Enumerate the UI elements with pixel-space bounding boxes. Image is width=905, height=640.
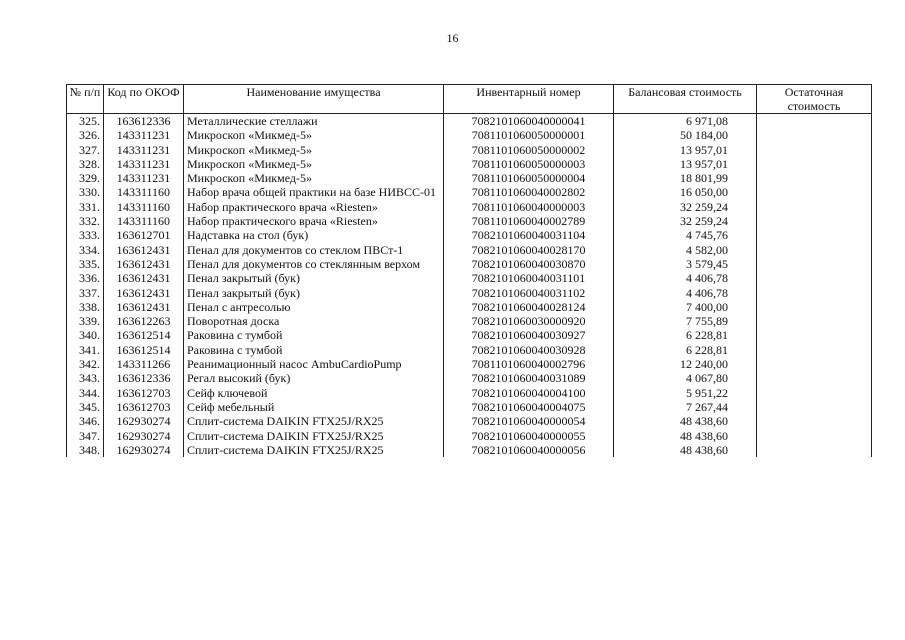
header-okof: Код по ОКОФ <box>104 85 184 114</box>
row-inventory-number: 7081101060040000003 <box>444 200 614 214</box>
row-inventory-number: 7081101060040002802 <box>444 185 614 199</box>
row-name: Микроскоп «Микмед-5» <box>184 157 444 171</box>
row-residual-value <box>757 328 872 342</box>
table-header <box>67 85 872 114</box>
row-name: Раковина с тумбой <box>184 343 444 357</box>
row-balance-value: 4 067,80 <box>614 371 757 385</box>
row-inventory-number: 7081101060050000001 <box>444 128 614 142</box>
row-name: Микроскоп «Микмед-5» <box>184 171 444 185</box>
row-residual-value <box>757 243 872 257</box>
table-row <box>67 443 872 457</box>
row-inventory-number: 7082101060040028124 <box>444 300 614 314</box>
row-balance-value: 3 579,45 <box>614 257 757 271</box>
header-inventory: Инвентарный номер <box>444 85 614 114</box>
row-name: Металлические стеллажи <box>184 114 444 129</box>
row-num: 340. <box>67 328 104 342</box>
row-num: 330. <box>67 185 104 199</box>
row-balance-value: 7 267,44 <box>614 400 757 414</box>
row-name: Пенал с антресолью <box>184 300 444 314</box>
row-okof: 163612514 <box>104 328 184 342</box>
header-num: № п/п <box>67 85 104 114</box>
row-residual-value <box>757 286 872 300</box>
row-name: Пенал закрытый (бук) <box>184 271 444 285</box>
header-balance: Балансовая стоимость <box>614 85 757 114</box>
row-residual-value <box>757 371 872 385</box>
row-inventory-number: 7082101060040000056 <box>444 443 614 457</box>
row-num: 346. <box>67 414 104 428</box>
row-balance-value: 48 438,60 <box>614 429 757 443</box>
row-residual-value <box>757 386 872 400</box>
row-num: 331. <box>67 200 104 214</box>
row-name: Микроскоп «Микмед-5» <box>184 128 444 142</box>
row-inventory-number: 7082101060040000054 <box>444 414 614 428</box>
row-name: Пенал закрытый (бук) <box>184 286 444 300</box>
row-name: Набор врача общей практики на базе НИВСС-01 <box>184 185 444 199</box>
row-okof: 163612431 <box>104 271 184 285</box>
row-num: 334. <box>67 243 104 257</box>
row-residual-value <box>757 157 872 171</box>
row-okof: 162930274 <box>104 429 184 443</box>
row-balance-value: 50 184,00 <box>614 128 757 142</box>
table-row <box>67 343 872 357</box>
table-row <box>67 371 872 385</box>
table-row <box>67 114 872 129</box>
row-name: Реанимационный насос AmbuCardioPump <box>184 357 444 371</box>
table-row <box>67 328 872 342</box>
row-residual-value <box>757 314 872 328</box>
table-row <box>67 228 872 242</box>
row-balance-value: 5 951,22 <box>614 386 757 400</box>
row-inventory-number: 7081101060040002789 <box>444 214 614 228</box>
table-row <box>67 214 872 228</box>
page-number: 16 <box>446 31 459 45</box>
row-balance-value: 48 438,60 <box>614 414 757 428</box>
row-inventory-number: 7082101060040030927 <box>444 328 614 342</box>
row-residual-value <box>757 114 872 129</box>
row-name: Микроскоп «Микмед-5» <box>184 143 444 157</box>
row-okof: 143311231 <box>104 128 184 142</box>
row-name: Набор практического врача «Riesten» <box>184 200 444 214</box>
row-inventory-number: 7082101060040030870 <box>444 257 614 271</box>
row-num: 341. <box>67 343 104 357</box>
row-okof: 163612431 <box>104 300 184 314</box>
table-row <box>67 185 872 199</box>
row-okof: 143311160 <box>104 185 184 199</box>
row-inventory-number: 7082101060040028170 <box>444 243 614 257</box>
row-num: 329. <box>67 171 104 185</box>
row-num: 327. <box>67 143 104 157</box>
table-row <box>67 429 872 443</box>
row-balance-value: 32 259,24 <box>614 200 757 214</box>
row-name: Регал высокий (бук) <box>184 371 444 385</box>
row-inventory-number: 7081101060050000004 <box>444 171 614 185</box>
row-inventory-number: 7081101060040002796 <box>444 357 614 371</box>
table-row <box>67 157 872 171</box>
row-name: Сейф ключевой <box>184 386 444 400</box>
row-balance-value: 32 259,24 <box>614 214 757 228</box>
row-inventory-number: 7082101060040031102 <box>444 286 614 300</box>
table-row <box>67 400 872 414</box>
row-residual-value <box>757 343 872 357</box>
row-okof: 163612336 <box>104 114 184 129</box>
row-num: 337. <box>67 286 104 300</box>
table-row <box>67 243 872 257</box>
row-okof: 143311231 <box>104 157 184 171</box>
table-row <box>67 200 872 214</box>
row-num: 343. <box>67 371 104 385</box>
row-inventory-number: 7082101060040030928 <box>444 343 614 357</box>
row-name: Пенал для документов со стеклянным верхом <box>184 257 444 271</box>
row-num: 336. <box>67 271 104 285</box>
row-residual-value <box>757 357 872 371</box>
table-row <box>67 386 872 400</box>
row-balance-value: 18 801,99 <box>614 171 757 185</box>
row-inventory-number: 7081101060050000003 <box>444 157 614 171</box>
row-okof: 163612336 <box>104 371 184 385</box>
row-name: Сплит-система DAIKIN FTX25J/RX25 <box>184 414 444 428</box>
row-inventory-number: 7082101060040004075 <box>444 400 614 414</box>
row-residual-value <box>757 429 872 443</box>
row-okof: 162930274 <box>104 443 184 457</box>
row-okof: 143311266 <box>104 357 184 371</box>
row-residual-value <box>757 400 872 414</box>
row-inventory-number: 7082101060040031104 <box>444 228 614 242</box>
row-name: Поворотная доска <box>184 314 444 328</box>
property-table <box>66 84 872 457</box>
row-residual-value <box>757 300 872 314</box>
table-row <box>67 128 872 142</box>
header-name: Наименование имущества <box>184 85 444 114</box>
table-row <box>67 171 872 185</box>
row-balance-value: 6 971,08 <box>614 114 757 129</box>
row-balance-value: 4 745,76 <box>614 228 757 242</box>
row-okof: 143311231 <box>104 171 184 185</box>
table-body <box>67 114 872 458</box>
row-num: 333. <box>67 228 104 242</box>
row-name: Набор практического врача «Riesten» <box>184 214 444 228</box>
row-balance-value: 12 240,00 <box>614 357 757 371</box>
row-inventory-number: 7082101060040000041 <box>444 114 614 129</box>
row-residual-value <box>757 185 872 199</box>
row-name: Сейф мебельный <box>184 400 444 414</box>
row-inventory-number: 7082101060040031089 <box>444 371 614 385</box>
row-name: Пенал для документов со стеклом ПВСт-1 <box>184 243 444 257</box>
row-name: Сплит-система DAIKIN FTX25J/RX25 <box>184 429 444 443</box>
row-num: 326. <box>67 128 104 142</box>
row-num: 339. <box>67 314 104 328</box>
row-okof: 163612263 <box>104 314 184 328</box>
row-num: 332. <box>67 214 104 228</box>
row-okof: 163612431 <box>104 243 184 257</box>
row-num: 342. <box>67 357 104 371</box>
row-inventory-number: 7082101060040004100 <box>444 386 614 400</box>
row-balance-value: 4 406,78 <box>614 286 757 300</box>
header-residual: Остаточная стоимость <box>757 85 872 114</box>
row-okof: 163612701 <box>104 228 184 242</box>
row-balance-value: 4 406,78 <box>614 271 757 285</box>
row-name: Раковина с тумбой <box>184 328 444 342</box>
row-num: 335. <box>67 257 104 271</box>
row-residual-value <box>757 171 872 185</box>
table-row <box>67 257 872 271</box>
row-residual-value <box>757 257 872 271</box>
table-row <box>67 271 872 285</box>
row-okof: 162930274 <box>104 414 184 428</box>
row-num: 328. <box>67 157 104 171</box>
table-row <box>67 314 872 328</box>
row-okof: 143311160 <box>104 200 184 214</box>
row-inventory-number: 7082101060030000920 <box>444 314 614 328</box>
row-balance-value: 6 228,81 <box>614 328 757 342</box>
row-residual-value <box>757 143 872 157</box>
row-residual-value <box>757 214 872 228</box>
row-okof: 163612431 <box>104 286 184 300</box>
row-residual-value <box>757 228 872 242</box>
row-okof: 143311231 <box>104 143 184 157</box>
row-num: 344. <box>67 386 104 400</box>
row-residual-value <box>757 200 872 214</box>
row-balance-value: 6 228,81 <box>614 343 757 357</box>
row-balance-value: 13 957,01 <box>614 157 757 171</box>
row-residual-value <box>757 271 872 285</box>
row-okof: 143311160 <box>104 214 184 228</box>
row-residual-value <box>757 443 872 457</box>
row-okof: 163612514 <box>104 343 184 357</box>
row-inventory-number: 7082101060040000055 <box>444 429 614 443</box>
row-inventory-number: 7082101060040031101 <box>444 271 614 285</box>
row-name: Сплит-система DAIKIN FTX25J/RX25 <box>184 443 444 457</box>
row-name: Надставка на стол (бук) <box>184 228 444 242</box>
table-row <box>67 357 872 371</box>
row-balance-value: 4 582,00 <box>614 243 757 257</box>
row-balance-value: 13 957,01 <box>614 143 757 157</box>
row-inventory-number: 7081101060050000002 <box>444 143 614 157</box>
table-row <box>67 414 872 428</box>
row-num: 338. <box>67 300 104 314</box>
row-num: 347. <box>67 429 104 443</box>
row-num: 348. <box>67 443 104 457</box>
row-okof: 163612703 <box>104 386 184 400</box>
table-row <box>67 143 872 157</box>
table-row <box>67 286 872 300</box>
row-okof: 163612431 <box>104 257 184 271</box>
row-balance-value: 7 755,89 <box>614 314 757 328</box>
row-num: 325. <box>67 114 104 129</box>
row-residual-value <box>757 128 872 142</box>
row-balance-value: 16 050,00 <box>614 185 757 199</box>
row-residual-value <box>757 414 872 428</box>
row-balance-value: 7 400,00 <box>614 300 757 314</box>
row-num: 345. <box>67 400 104 414</box>
table-row <box>67 300 872 314</box>
row-balance-value: 48 438,60 <box>614 443 757 457</box>
row-okof: 163612703 <box>104 400 184 414</box>
